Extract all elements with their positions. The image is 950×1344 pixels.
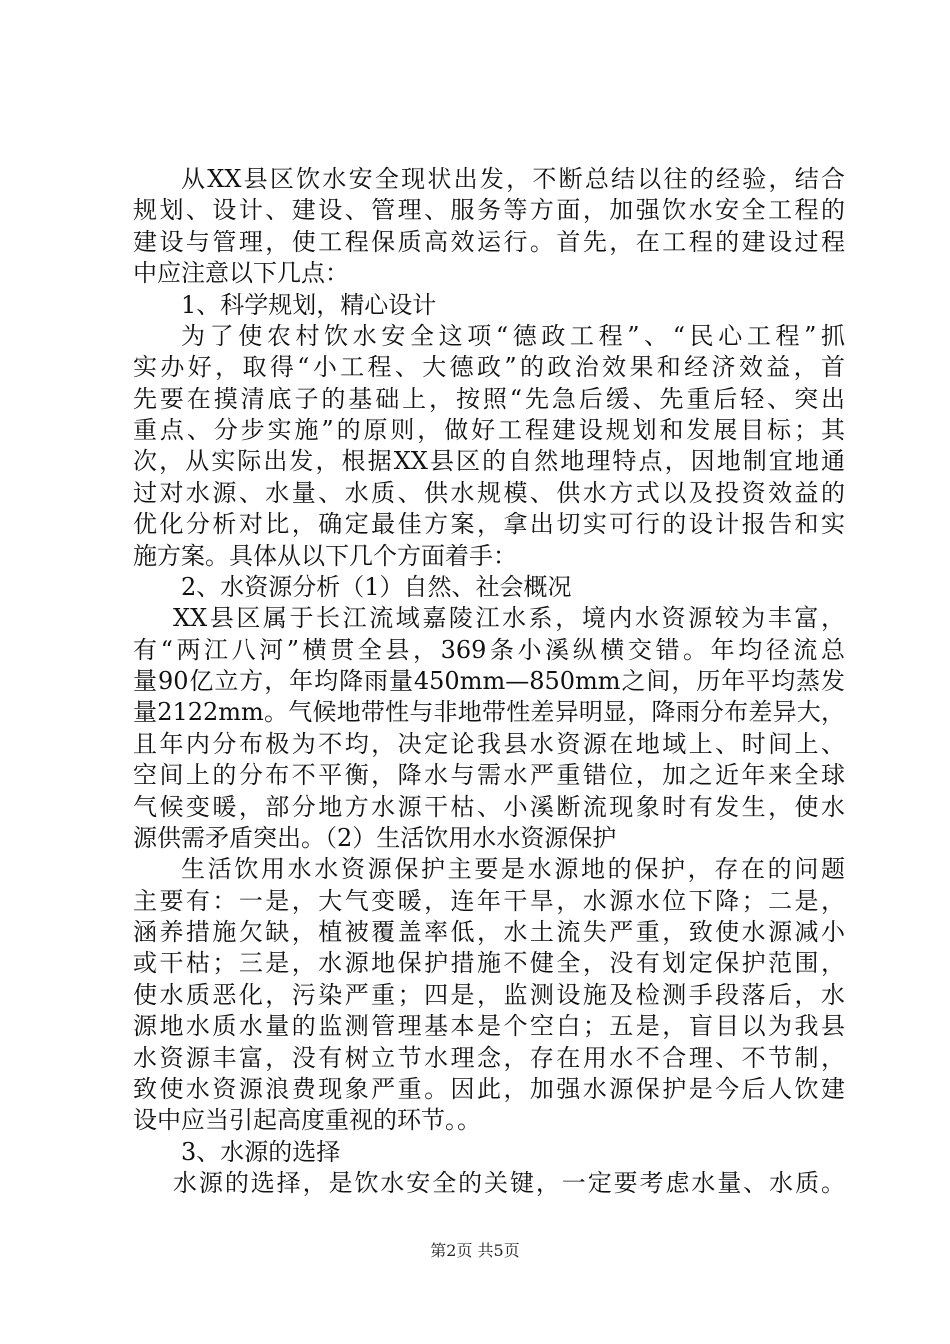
- paragraph-line: 或干枯；三是，水源地保护措施不健全，没有划定保护范围，: [133, 949, 845, 977]
- paragraph-line: 致使水资源浪费现象严重。因此，加强水源保护是今后人饮建: [133, 1075, 845, 1103]
- paragraph-line: 设中应当引起高度重视的环节。。: [133, 1106, 481, 1134]
- paragraph-line: 优化分析对比，确定最佳方案，拿出切实可行的设计报告和实: [133, 510, 845, 538]
- paragraph-line: 生活饮用水水资源保护主要是水源地的保护，存在的问题: [181, 855, 845, 883]
- paragraph-line: 量90亿立方，年均降雨量450mm—850mm之间，历年平均蒸发: [133, 667, 845, 695]
- paragraph-line: 涵养措施欠缺，植被覆盖率低，水土流失严重，致使水源减小: [133, 918, 845, 946]
- section-heading: 1、科学规划，精心设计: [181, 291, 437, 319]
- section-heading: 2、水资源分析（1）自然、社会概况: [181, 573, 572, 601]
- paragraph-line: 水资源丰富，没有树立节水理念，存在用水不合理、不节制，: [133, 1044, 845, 1072]
- paragraph-line: 源供需矛盾突出。（2）生活饮用水水资源保护: [133, 824, 617, 852]
- paragraph-line: 过对水源、水量、水质、供水规模、供水方式以及投资效益的: [133, 479, 845, 507]
- paragraph-line: 主要有：一是，大气变暖，连年干旱，水源水位下降；二是，: [133, 887, 845, 915]
- paragraph-line: 空间上的分布不平衡，降水与需水严重错位，加之近年来全球: [133, 761, 845, 789]
- paragraph-line: 先要在摸清底子的基础上，按照“先急后缓、先重后轻、突出: [133, 385, 845, 413]
- section-heading: 3、水源的选择: [181, 1138, 341, 1166]
- paragraph-line: 使水质恶化，污染严重；四是，监测设施及检测手段落后，水: [133, 981, 845, 1009]
- paragraph-line: 有“两江八河”横贯全县，369条小溪纵横交错。年均径流总: [133, 636, 845, 664]
- page-footer: 第2页 共5页: [430, 1241, 520, 1260]
- paragraph-line: 从XX县区饮水安全现状出发，不断总结以往的经验，结合: [181, 165, 845, 193]
- paragraph-line: 中应注意以下几点：: [133, 259, 349, 287]
- paragraph-line: 为了使农村饮水安全这项“德政工程”、“民心工程”抓: [181, 322, 845, 350]
- paragraph-line: 规划、设计、建设、管理、服务等方面，加强饮水安全工程的: [133, 196, 845, 224]
- paragraph-line: 次，从实际出发，根据XX县区的自然地理特点，因地制宜地通: [133, 447, 845, 475]
- paragraph-line: XX县区属于长江流域嘉陵江水系，境内水资源较为丰富，: [173, 604, 845, 632]
- paragraph-line: 量2122mm。气候地带性与非地带性差异明显，降雨分布差异大，: [133, 698, 845, 726]
- paragraph-line: 源地水质水量的监测管理基本是个空白；五是，盲目以为我县: [133, 1012, 845, 1040]
- paragraph-line: 实办好，取得“小工程、大德政”的政治效果和经济效益，首: [133, 353, 845, 381]
- paragraph-line: 重点、分步实施”的原则，做好工程建设规划和发展目标；其: [133, 416, 845, 444]
- paragraph-line: 建设与管理，使工程保质高效运行。首先，在工程的建设过程: [133, 228, 845, 256]
- paragraph-line: 施方案。具体从以下几个方面着手：: [133, 542, 517, 570]
- paragraph-line: 且年内分布极为不均，决定论我县水资源在地域上、时间上、: [133, 730, 845, 758]
- paragraph-line: 水源的选择，是饮水安全的关键，一定要考虑水量、水质。: [173, 1169, 845, 1197]
- paragraph-line: 气候变暖，部分地方水源干枯、小溪断流现象时有发生，使水: [133, 793, 845, 821]
